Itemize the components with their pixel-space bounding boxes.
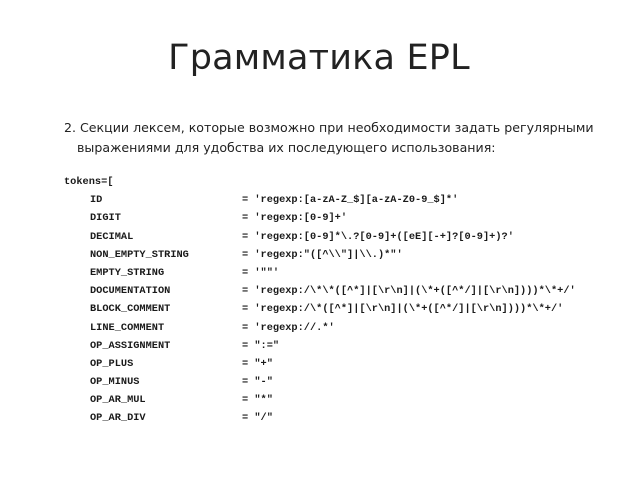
description-line-2: выражениями для удобства их последующего использования:: [77, 140, 496, 155]
token-name: OP_AR_MUL: [90, 394, 146, 407]
token-value: = '""': [242, 266, 280, 279]
token-row: [64, 209, 348, 227]
slide-title: Грамматика EPL: [168, 38, 470, 78]
code-header: tokens=[: [64, 176, 114, 188]
token-name: NON_EMPTY_STRING: [90, 248, 189, 261]
token-name: DOCUMENTATION: [90, 285, 171, 298]
token-row: [64, 191, 459, 209]
token-row: [64, 300, 564, 318]
token-row: [64, 228, 514, 246]
description-text: [64, 118, 604, 158]
token-value: = "/": [242, 412, 273, 425]
token-name: OP_AR_DIV: [90, 412, 146, 425]
token-row: [64, 282, 576, 300]
token-row: [64, 373, 273, 391]
token-name: BLOCK_COMMENT: [90, 303, 171, 316]
token-row: [64, 264, 280, 282]
token-value: = 'regexp:[0-9]+': [242, 212, 348, 225]
token-name: DECIMAL: [90, 230, 134, 243]
code-block: [64, 173, 576, 428]
token-value: = 'regexp://.*': [242, 321, 335, 334]
token-value: = ":=": [242, 339, 280, 352]
token-row: [64, 246, 403, 264]
token-value: = "+": [242, 357, 273, 370]
description-line-1: 2. Секции лексем, которые возможно при необходимости задать регулярными: [64, 120, 594, 135]
token-row: [64, 409, 273, 427]
token-value: = 'regexp:/\*\*([^*]|[\r\n]|(\*+([^*/]|[\r\n])))*\*+/': [242, 285, 576, 298]
token-row: [64, 355, 273, 373]
token-name: DIGIT: [90, 212, 121, 225]
token-name: ID: [90, 194, 103, 207]
token-value: = 'regexp:[a-zA-Z_$][a-zA-Z0-9_$]*': [242, 194, 459, 207]
token-value: = 'regexp:/\*([^*]|[\r\n]|(\*+([^*/]|[\r\n])))*\*+/': [242, 303, 564, 316]
token-name: LINE_COMMENT: [90, 321, 165, 334]
token-value: = 'regexp:[0-9]*\.?[0-9]+([eE][-+]?[0-9]+)?': [242, 230, 514, 243]
token-value: = "*": [242, 394, 273, 407]
token-name: OP_MINUS: [90, 376, 140, 389]
token-value: = "-": [242, 376, 273, 389]
token-name: EMPTY_STRING: [90, 266, 165, 279]
token-value: = 'regexp:"([^\\"]|\\.)*"': [242, 248, 403, 261]
token-name: OP_ASSIGNMENT: [90, 339, 171, 352]
token-row: [64, 391, 273, 409]
token-row: [64, 319, 335, 337]
token-row: [64, 337, 280, 355]
token-name: OP_PLUS: [90, 357, 134, 370]
